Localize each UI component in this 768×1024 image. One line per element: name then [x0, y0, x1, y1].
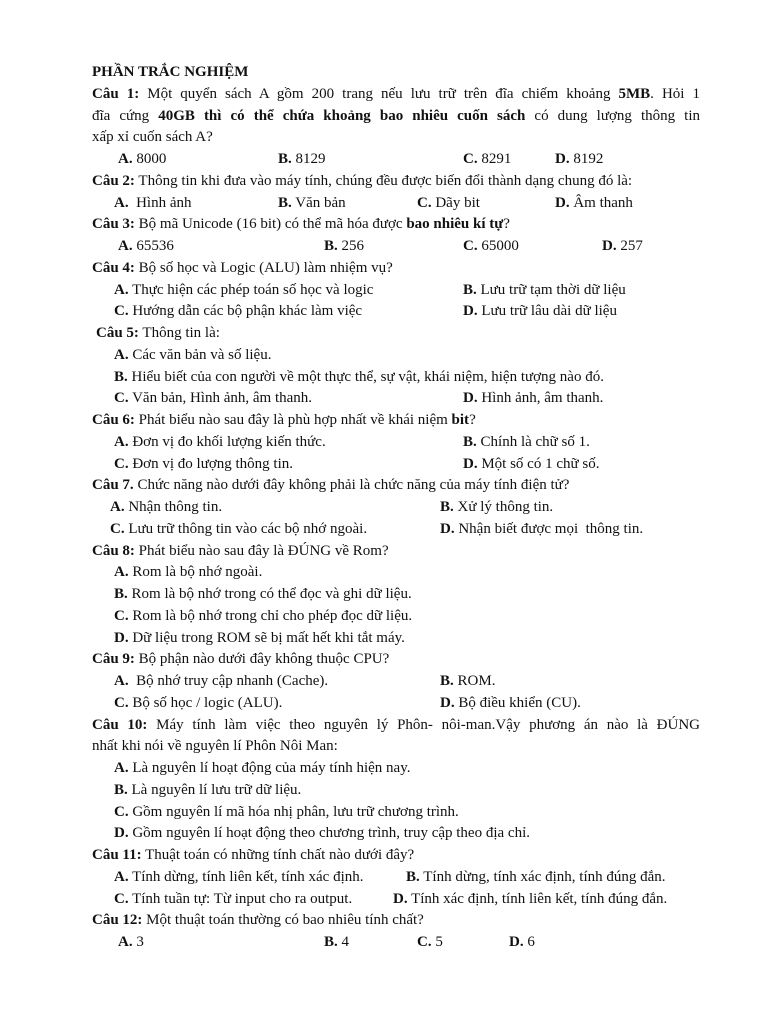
question-text-line	[92, 410, 700, 432]
option-text: ROM.	[453, 673, 496, 689]
option-letter: D.	[114, 825, 129, 842]
option-text: 8192	[569, 151, 604, 167]
option-letter: D.	[114, 629, 129, 646]
option-text: Là nguyên lí lưu trữ dữ liệu.	[127, 781, 302, 798]
answer-option-c[interactable]	[114, 802, 459, 824]
question-2	[92, 171, 700, 215]
question-label: Câu 10:	[92, 716, 148, 733]
question-label: Câu 8:	[92, 542, 135, 559]
question-text: Một thuật toán thường có bao nhiêu tính chất?	[142, 912, 424, 929]
option-text: 3	[132, 934, 144, 950]
question-label: Câu 12:	[92, 912, 143, 929]
question-4	[92, 258, 700, 323]
option-letter: C.	[417, 194, 432, 211]
question-1	[92, 84, 700, 171]
answer-option-a[interactable]	[114, 758, 410, 780]
option-letter: A.	[110, 499, 125, 515]
option-letter: C.	[114, 607, 129, 624]
question-text-line	[92, 106, 700, 128]
option-letter: A.	[114, 346, 129, 363]
question-label: Câu 2:	[92, 172, 135, 189]
option-text: Tính tuần tự: Từ input cho ra output.	[128, 890, 360, 907]
answer-option-b[interactable]	[114, 367, 604, 389]
question-text: 40GB thì có thể chứa khoảng bao nhiêu cuốn sách	[158, 107, 526, 124]
option-letter: B.	[463, 433, 477, 450]
question-text-line	[92, 214, 700, 236]
option-text: 65000	[477, 238, 519, 254]
question-label: Câu 6:	[92, 412, 135, 428]
question-text: Thông tin khi đưa vào máy tính, chúng đều được biến đổi thành dạng chung đó là:	[134, 172, 633, 189]
answer-option-c[interactable]	[463, 149, 511, 171]
question-text-line	[92, 171, 700, 193]
answer-option-a[interactable]	[114, 867, 371, 889]
option-text: Hình ảnh	[128, 194, 192, 211]
option-text: 8129	[291, 151, 326, 167]
option-letter: B.	[406, 868, 420, 885]
options-row	[92, 867, 700, 889]
section-heading: PHẦN TRẮC NGHIỆM	[92, 64, 249, 80]
option-letter: A.	[114, 760, 129, 776]
answer-option-a[interactable]	[114, 562, 262, 584]
question-text: bit	[451, 412, 470, 428]
question-text-line	[92, 736, 700, 758]
answer-option-a[interactable]	[110, 497, 222, 519]
answer-option-a[interactable]	[118, 932, 144, 954]
answer-option-c[interactable]	[114, 606, 412, 628]
answer-option-d[interactable]	[463, 388, 603, 410]
option-text: 5	[431, 934, 443, 950]
question-12	[92, 910, 700, 954]
option-letter: A.	[118, 238, 133, 254]
answer-option-c[interactable]	[114, 693, 282, 715]
answer-option-d[interactable]	[393, 889, 667, 911]
option-letter: B.	[440, 673, 454, 689]
question-text: bao nhiêu kí tự	[406, 216, 504, 233]
option-letter: D.	[440, 520, 455, 537]
question-text-line	[92, 541, 700, 563]
option-text: 65536	[132, 238, 174, 254]
option-letter: B.	[324, 934, 338, 950]
question-text: nhất khi nói về nguyên lí Phôn Nôi Man:	[92, 738, 338, 755]
option-text: Hướng dẫn các bộ phận khác làm việc	[128, 303, 363, 320]
option-text: Gồm nguyên lí mã hóa nhị phân, lưu trữ chương trình.	[128, 803, 459, 820]
answer-option-c[interactable]	[114, 388, 312, 410]
option-letter: D.	[555, 151, 570, 167]
question-label: Câu 9:	[92, 651, 135, 668]
question-text-line	[92, 127, 700, 149]
question-list	[92, 84, 700, 954]
answer-option-a[interactable]	[114, 432, 326, 454]
question-text-line	[92, 258, 700, 280]
option-text: Đơn vị đo khối lượng kiến thức.	[128, 433, 326, 450]
answer-option-c[interactable]	[114, 454, 293, 476]
option-text: Xử lý thông tin.	[453, 499, 554, 515]
question-text: ?	[503, 216, 510, 233]
option-letter: C.	[463, 151, 478, 167]
option-letter: A.	[118, 151, 133, 167]
question-text: . Hỏi 1	[650, 85, 701, 102]
answer-option-b[interactable]	[324, 236, 364, 258]
option-text: Văn bản, Hình ảnh, âm thanh.	[128, 390, 313, 407]
answer-option-a[interactable]	[118, 149, 166, 171]
question-text: Thuật toán có những tính chất nào dưới đây?	[141, 847, 415, 863]
option-letter: A.	[114, 281, 129, 298]
options-row	[92, 823, 700, 845]
option-letter: A.	[114, 868, 129, 885]
options-row	[92, 454, 700, 476]
option-text: Bộ số học / logic (ALU).	[128, 694, 283, 711]
question-text-line	[92, 323, 700, 345]
option-text: Hình ảnh, âm thanh.	[477, 390, 604, 407]
option-letter: C.	[110, 520, 125, 537]
options-row	[92, 519, 700, 541]
option-letter: D.	[393, 890, 408, 907]
option-text: Thực hiện các phép toán số học và logic	[128, 281, 374, 298]
option-text: Lưu trữ lâu dài dữ liệu	[477, 303, 617, 320]
option-text: Tính xác định, tính liên kết, tính đúng đắn.	[407, 890, 668, 907]
option-text: Lưu trữ thông tin vào các bộ nhớ ngoài.	[124, 520, 368, 537]
option-text: Rom là bộ nhớ ngoài.	[128, 564, 263, 581]
option-letter: D.	[509, 934, 524, 950]
answer-option-c[interactable]	[114, 301, 362, 323]
answer-option-b[interactable]	[406, 867, 666, 889]
exam-page	[92, 62, 700, 954]
option-letter: B.	[324, 238, 338, 254]
option-letter: C.	[417, 934, 432, 950]
option-letter: B.	[278, 194, 292, 211]
answer-option-b[interactable]	[324, 932, 349, 954]
option-text: Tính dừng, tính liên kết, tính xác định.	[128, 868, 372, 885]
option-text: Là nguyên lí hoạt động của máy tính hiện nay.	[128, 760, 411, 776]
question-text: Bộ mã Unicode (16 bit) có thể mã hóa được	[134, 216, 407, 233]
option-letter: C.	[463, 238, 478, 254]
answer-option-d[interactable]	[114, 823, 530, 845]
answer-option-c[interactable]	[417, 193, 480, 215]
options-row	[92, 301, 700, 323]
options-row	[92, 388, 700, 410]
option-letter: B.	[463, 281, 477, 298]
question-10	[92, 715, 700, 846]
option-letter: C.	[114, 803, 129, 820]
option-letter: A.	[114, 433, 129, 450]
answer-option-b[interactable]	[440, 497, 553, 519]
question-9	[92, 649, 700, 714]
options-row	[92, 236, 700, 258]
option-text: Âm thanh	[569, 194, 633, 211]
option-letter: B.	[278, 151, 292, 167]
answer-option-a[interactable]	[114, 280, 373, 302]
question-text: Bộ số học và Logic (ALU) làm nhiệm vụ?	[134, 259, 393, 276]
option-text: 4	[337, 934, 350, 950]
answer-option-d[interactable]	[440, 519, 643, 541]
options-row	[92, 584, 700, 606]
option-letter: D.	[602, 238, 617, 254]
option-letter: C.	[114, 890, 129, 907]
answer-option-a[interactable]	[114, 671, 328, 693]
answer-option-d[interactable]	[555, 149, 603, 171]
option-text: Rom là bộ nhớ trong có thể đọc và ghi dữ liệu.	[127, 586, 412, 602]
option-text: 8291	[477, 151, 512, 167]
options-row	[92, 149, 700, 171]
option-letter: D.	[555, 194, 570, 211]
question-text: xấp xỉ cuốn sách A?	[92, 129, 213, 146]
question-7	[92, 475, 700, 540]
option-text: Văn bản	[291, 194, 346, 211]
question-text: Phát biểu nào sau đây là ĐÚNG về Rom?	[134, 542, 389, 559]
options-row	[92, 193, 700, 215]
option-letter: D.	[463, 303, 478, 320]
answer-option-c[interactable]	[463, 236, 519, 258]
option-text: 256	[337, 238, 365, 254]
question-text-line	[92, 475, 700, 497]
question-8	[92, 541, 700, 650]
option-text: Đơn vị đo lượng thông tin.	[128, 455, 294, 472]
options-row	[92, 497, 700, 519]
options-row	[92, 802, 700, 824]
option-text: Nhận biết được mọi thông tin.	[454, 520, 644, 537]
options-row	[92, 367, 700, 389]
option-text: Chính là chữ số 1.	[476, 433, 590, 450]
answer-option-b[interactable]	[114, 780, 301, 802]
question-label: Câu 5:	[96, 325, 139, 341]
question-label: Câu 3:	[92, 216, 135, 233]
option-letter: C.	[114, 390, 129, 407]
answer-option-d[interactable]	[602, 236, 643, 258]
option-text: Gồm nguyên lí hoạt động theo chương trình, truy cập theo địa chỉ.	[128, 825, 530, 842]
option-letter: D.	[463, 390, 478, 407]
option-text: 6	[523, 934, 535, 950]
question-text-line	[92, 649, 700, 671]
option-text: 257	[616, 238, 643, 254]
option-text: Lưu trữ tạm thời dữ liệu	[476, 281, 626, 298]
answer-option-a[interactable]	[114, 193, 192, 215]
question-6	[92, 410, 700, 475]
option-text: Dữ liệu trong ROM sẽ bị mất hết khi tắt máy.	[128, 629, 405, 646]
question-text: Thông tin là:	[138, 325, 220, 341]
answer-option-b[interactable]	[463, 280, 626, 302]
option-letter: A.	[114, 564, 129, 581]
question-text: 5MB	[618, 85, 651, 102]
answer-option-b[interactable]	[114, 584, 412, 606]
question-text: đĩa cứng	[92, 107, 159, 124]
option-letter: D.	[440, 694, 455, 711]
options-row	[92, 432, 700, 454]
answer-option-b[interactable]	[440, 671, 495, 693]
option-letter: A.	[114, 194, 129, 211]
question-label: Câu 11:	[92, 847, 142, 863]
question-text: Bộ phận nào dưới đây không thuộc CPU?	[134, 651, 390, 668]
option-letter: D.	[463, 455, 478, 472]
answer-option-a[interactable]	[114, 345, 271, 367]
question-label: Câu 7.	[92, 477, 134, 494]
answer-option-c[interactable]	[417, 932, 443, 954]
answer-option-d[interactable]	[440, 693, 581, 715]
option-letter: B.	[114, 586, 128, 602]
options-row	[92, 345, 700, 367]
question-label: Câu 4:	[92, 259, 135, 276]
question-3	[92, 214, 700, 258]
option-letter: B.	[114, 368, 128, 385]
answer-option-c[interactable]	[114, 889, 360, 911]
answer-option-b[interactable]	[463, 432, 590, 454]
option-text: Một số có 1 chữ số.	[477, 455, 600, 472]
option-letter: A.	[114, 673, 129, 689]
option-letter: C.	[114, 303, 129, 320]
option-text: Dãy bit	[431, 194, 480, 211]
question-text-line	[92, 910, 700, 932]
option-text: Rom là bộ nhớ trong chỉ cho phép đọc dữ liệu.	[128, 607, 413, 624]
options-row	[92, 693, 700, 715]
options-row	[92, 562, 700, 584]
options-row	[92, 889, 700, 911]
options-row	[92, 280, 700, 302]
options-row	[92, 671, 700, 693]
answer-option-d[interactable]	[114, 628, 405, 650]
option-letter: B.	[114, 781, 128, 798]
question-5	[92, 323, 700, 410]
option-text: Tính dừng, tính xác định, tính đúng đắn.	[419, 868, 666, 885]
answer-option-a[interactable]	[118, 236, 174, 258]
question-text-line	[92, 845, 700, 867]
question-label: Câu 1:	[92, 85, 140, 102]
answer-option-d[interactable]	[463, 301, 617, 323]
question-text: Chức năng nào dưới đây không phải là chức năng của máy tính điện tử?	[133, 477, 570, 494]
answer-option-c[interactable]	[110, 519, 367, 541]
options-row	[92, 758, 700, 780]
answer-option-d[interactable]	[555, 193, 633, 215]
options-row	[92, 932, 700, 954]
option-text: Nhận thông tin.	[124, 499, 223, 515]
question-text-line	[92, 715, 700, 737]
option-letter: C.	[114, 455, 129, 472]
options-row	[92, 628, 700, 650]
option-text: Các văn bản và số liệu.	[128, 346, 272, 363]
question-text: Phát biểu nào sau đây là phù hợp nhất về khái niệm	[134, 412, 452, 428]
option-text: Hiểu biết của con người về một thực thể, sự vật, khái niệm, hiện tượng nào đó.	[127, 368, 604, 385]
question-text: Máy tính làm việc theo nguyên lý Phôn- nôi-man.Vậy phương án nào là ĐÚNG	[147, 716, 700, 733]
answer-option-d[interactable]	[509, 932, 535, 954]
option-text: Bộ nhớ truy cập nhanh (Cache).	[128, 673, 329, 689]
answer-option-d[interactable]	[463, 454, 599, 476]
option-letter: C.	[114, 694, 129, 711]
option-letter: B.	[440, 499, 454, 515]
question-text: ?	[469, 412, 476, 428]
option-text: 8000	[132, 151, 167, 167]
option-text: Bộ điều khiển (CU).	[454, 694, 581, 711]
option-letter: A.	[118, 934, 133, 950]
question-11	[92, 845, 700, 910]
question-text-line	[92, 84, 700, 106]
answer-option-b[interactable]	[278, 149, 326, 171]
question-text: có dung lượng thông tin	[525, 107, 700, 124]
options-row	[92, 606, 700, 628]
options-row	[92, 780, 700, 802]
question-text: Một quyển sách A gồm 200 trang nếu lưu trữ trên đĩa chiếm khoảng	[139, 85, 619, 102]
answer-option-b[interactable]	[278, 193, 346, 215]
